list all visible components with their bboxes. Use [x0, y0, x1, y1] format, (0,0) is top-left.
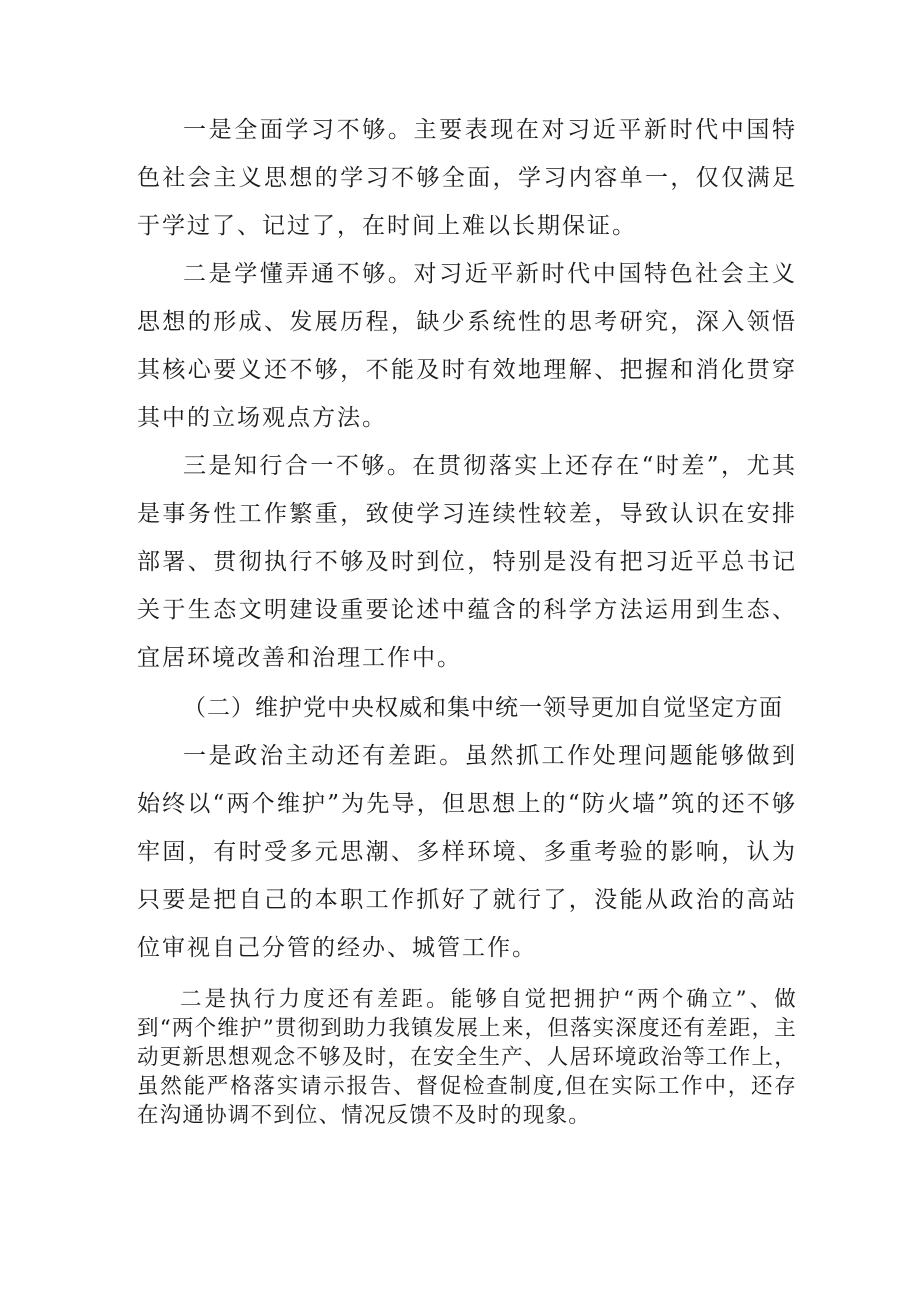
paragraph-4: 一是政治主动还有差距。虽然抓工作处理问题能够做到始终以“两个维护”为先导，但思想上的“防火墙”筑的还不够牢固，有时受多元思潮、多样环境、多重考验的影响，认为只要是把自己的本职工作抓好了就行了，没能从政治的高站位审视自己分管的经办、城管工作。 — [137, 743, 797, 961]
section-heading: （二）维护党中央权威和集中统一领导更加自觉坚定方面 — [183, 695, 783, 721]
paragraph-2: 二是学懂弄通不够。对习近平新时代中国特色社会主义思想的形成、发展历程，缺少系统性的思考研究，深入领悟其核心要义还不够，不能及时有效地理解、把握和消化贯穿其中的立场观点方法。 — [137, 261, 797, 431]
paragraph-5: 二是执行力度还有差距。能够自觉把拥护“两个确立”、做到“两个维护”贯彻到助力我镇发展上来，但落实深度还有差距，主动更新思想观念不够及时，在安全生产、人居环境政治等工作上，虽然能严格落实请示报告、督促检查制度,但在实际工作中，还存在沟通协调不到位、情况反馈不及时的现象。 — [137, 987, 797, 1128]
paragraph-3: 三是知行合一不够。在贯彻落实上还存在“时差”，尤其是事务性工作繁重，致使学习连续性较差，导致认识在安排部署、贯彻执行不够及时到位，特别是没有把习近平总书记关于生态文明建设重要论述中蕴含的科学方法运用到生态、宜居环境改善和治理工作中。 — [137, 453, 797, 671]
paragraph-1: 一是全面学习不够。主要表现在对习近平新时代中国特色社会主义思想的学习不够全面，学习内容单一，仅仅满足于学过了、记过了，在时间上难以长期保证。 — [137, 117, 797, 239]
